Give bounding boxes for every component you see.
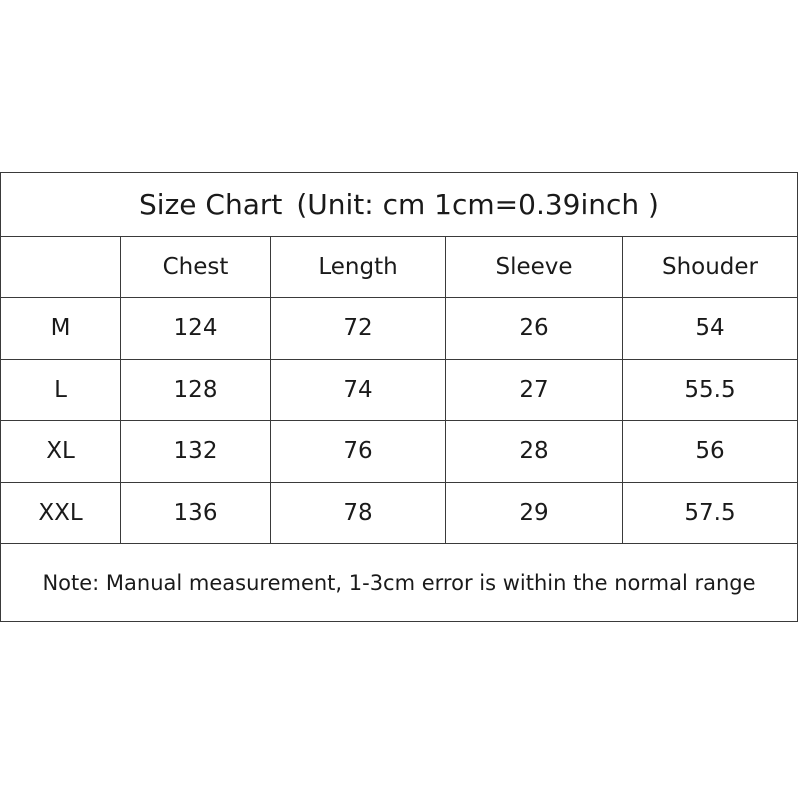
chest-cell: 136 [121,482,271,544]
title-cell [1,173,798,237]
sleeve-cell: 26 [446,298,623,360]
shoulder-cell: 56 [623,421,798,483]
header-cell-length: Length [271,236,446,298]
chest-cell: 132 [121,421,271,483]
size-cell: XXL [1,482,121,544]
unit-note: (Unit: cm 1cm=0.39inch ) [296,187,659,221]
header-cell-sleeve: Sleeve [446,236,623,298]
header-cell-chest: Chest [121,236,271,298]
length-cell: 72 [271,298,446,360]
title-row [1,173,798,237]
length-cell: 78 [271,482,446,544]
length-cell: 76 [271,421,446,483]
table-row [1,298,798,360]
table-row [1,359,798,421]
sleeve-cell: 27 [446,359,623,421]
size-cell: M [1,298,121,360]
shoulder-cell: 55.5 [623,359,798,421]
table-row [1,482,798,544]
header-cell-corner [1,236,121,298]
chest-cell: 128 [121,359,271,421]
chart-title: Size Chart [139,187,283,221]
note-row [1,544,798,622]
size-chart-table [0,172,798,622]
chest-cell: 124 [121,298,271,360]
size-cell: L [1,359,121,421]
header-cell-shoulder: Shouder [623,236,798,298]
sleeve-cell: 28 [446,421,623,483]
header-row [1,236,798,298]
shoulder-cell: 54 [623,298,798,360]
table-row [1,421,798,483]
measurement-note: Note: Manual measurement, 1-3cm error is within the normal range [1,544,798,622]
shoulder-cell: 57.5 [623,482,798,544]
size-cell: XL [1,421,121,483]
sleeve-cell: 29 [446,482,623,544]
length-cell: 74 [271,359,446,421]
